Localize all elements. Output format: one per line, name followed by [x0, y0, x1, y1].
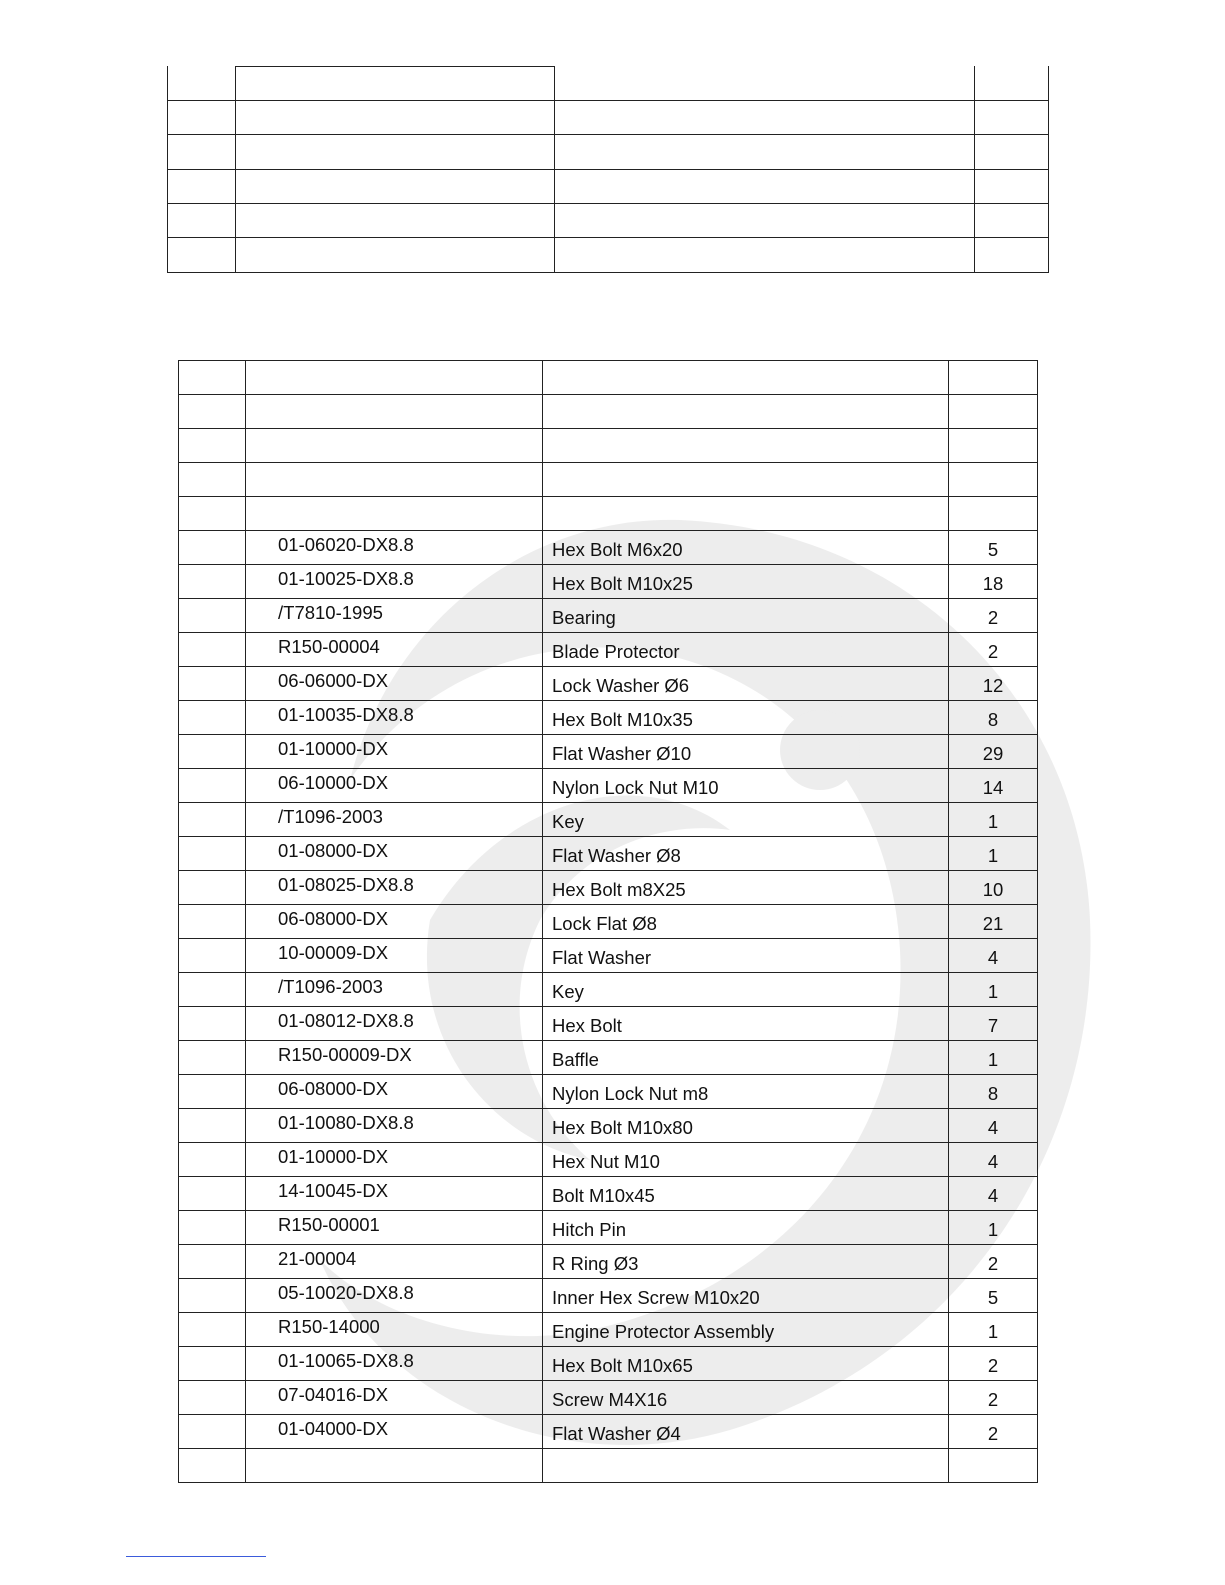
row-number-cell: [179, 701, 246, 735]
quantity-cell: 18: [949, 567, 1038, 601]
table-row: [179, 735, 1038, 769]
row-number-cell: [179, 1075, 246, 1109]
table-row: [179, 1347, 1038, 1381]
table-row: [179, 701, 1038, 735]
part-code-cell: R150-00009-DX: [246, 1038, 543, 1072]
table-row: [179, 1177, 1038, 1211]
part-code-cell: 06-08000-DX: [246, 902, 543, 936]
table-row: [179, 939, 1038, 973]
row-number-cell: [179, 1245, 246, 1279]
quantity-cell: 4: [949, 1111, 1038, 1145]
row-number-cell: [179, 1007, 246, 1041]
part-code-cell: /T1096-2003: [246, 800, 543, 834]
part-code-cell: 01-10065-DX8.8: [246, 1344, 543, 1378]
row-number-cell: [179, 1313, 246, 1347]
row-number-cell: [179, 1347, 246, 1381]
description-cell: [543, 499, 949, 533]
quantity-cell: 2: [949, 1349, 1038, 1383]
part-code-cell: [246, 358, 543, 392]
part-code-cell: 05-10020-DX8.8: [246, 1276, 543, 1310]
quantity-cell: 2: [949, 635, 1038, 669]
quantity-cell: 1: [949, 1213, 1038, 1247]
quantity-cell: 10: [949, 873, 1038, 907]
table-row: [179, 837, 1038, 871]
table-row: [179, 973, 1038, 1007]
description-cell: Lock Flat Ø8: [543, 907, 949, 941]
quantity-cell: 4: [949, 1179, 1038, 1213]
description-cell: R Ring Ø3: [543, 1247, 949, 1281]
part-code-cell: 14-10045-DX: [246, 1174, 543, 1208]
quantity-cell: [949, 1451, 1038, 1485]
row-number-cell: [179, 735, 246, 769]
part-code-cell: 10-00009-DX: [246, 936, 543, 970]
part-code-cell: 01-08012-DX8.8: [246, 1004, 543, 1038]
table-row: [179, 565, 1038, 599]
description-cell: Hex Nut M10: [543, 1145, 949, 1179]
row-number-cell: [179, 497, 246, 531]
part-code-cell: [246, 392, 543, 426]
parts-table: [178, 360, 1038, 1483]
table-row: [179, 1143, 1038, 1177]
description-cell: Flat Washer: [543, 941, 949, 975]
quantity-cell: 4: [949, 1145, 1038, 1179]
part-code-cell: 01-10035-DX8.8: [246, 698, 543, 732]
part-code-cell: 01-10000-DX: [246, 732, 543, 766]
description-cell: Bolt M10x45: [543, 1179, 949, 1213]
part-code-cell: [246, 1446, 543, 1480]
description-cell: Hitch Pin: [543, 1213, 949, 1247]
row-number-cell: [179, 1109, 246, 1143]
table-row: [179, 1109, 1038, 1143]
top-table: [167, 66, 1049, 273]
quantity-cell: 5: [949, 533, 1038, 567]
quantity-cell: 12: [949, 669, 1038, 703]
row-number-cell: [179, 1041, 246, 1075]
table-row: [179, 871, 1038, 905]
footer-link-underline[interactable]: [126, 1556, 266, 1557]
part-code-cell: 01-08000-DX: [246, 834, 543, 868]
description-cell: Key: [543, 805, 949, 839]
table-row: [179, 803, 1038, 837]
row-number-cell: [179, 939, 246, 973]
quantity-cell: 14: [949, 771, 1038, 805]
row-number-cell: [179, 905, 246, 939]
part-code-cell: R150-14000: [246, 1310, 543, 1344]
quantity-cell: 1: [949, 805, 1038, 839]
quantity-cell: 1: [949, 1043, 1038, 1077]
table-row: [179, 1007, 1038, 1041]
part-code-cell: 01-10080-DX8.8: [246, 1106, 543, 1140]
description-cell: Hex Bolt: [543, 1009, 949, 1043]
row-number-cell: [179, 769, 246, 803]
table-row: [179, 667, 1038, 701]
part-code-cell: 01-04000-DX: [246, 1412, 543, 1446]
part-code-cell: 06-10000-DX: [246, 766, 543, 800]
table-row: [179, 1415, 1038, 1449]
description-cell: Bearing: [543, 601, 949, 635]
part-code-cell: /T1096-2003: [246, 970, 543, 1004]
quantity-cell: 1: [949, 839, 1038, 873]
row-number-cell: [179, 1143, 246, 1177]
description-cell: Nylon Lock Nut m8: [543, 1077, 949, 1111]
table-row: [179, 1449, 1038, 1483]
quantity-cell: 2: [949, 1383, 1038, 1417]
quantity-cell: [949, 499, 1038, 533]
table-row: [179, 429, 1038, 463]
row-number-cell: [179, 837, 246, 871]
description-cell: Engine Protector Assembly: [543, 1315, 949, 1349]
part-code-cell: 01-10000-DX: [246, 1140, 543, 1174]
description-cell: [543, 431, 949, 465]
table-row: [179, 905, 1038, 939]
description-cell: [543, 1451, 949, 1485]
description-cell: Hex Bolt M10x65: [543, 1349, 949, 1383]
quantity-cell: 1: [949, 975, 1038, 1009]
quantity-cell: 5: [949, 1281, 1038, 1315]
description-cell: Hex Bolt M10x35: [543, 703, 949, 737]
description-cell: Flat Washer Ø4: [543, 1417, 949, 1451]
row-number-cell: [179, 1177, 246, 1211]
description-cell: Inner Hex Screw M10x20: [543, 1281, 949, 1315]
part-code-cell: R150-00001: [246, 1208, 543, 1242]
description-cell: Baffle: [543, 1043, 949, 1077]
part-code-cell: 21-00004: [246, 1242, 543, 1276]
quantity-cell: [949, 465, 1038, 499]
description-cell: Hex Bolt M6x20: [543, 533, 949, 567]
row-number-cell: [179, 1211, 246, 1245]
description-cell: Flat Washer Ø10: [543, 737, 949, 771]
quantity-cell: 2: [949, 601, 1038, 635]
quantity-cell: [949, 363, 1038, 397]
row-number-cell: [179, 1381, 246, 1415]
description-cell: Hex Bolt M10x25: [543, 567, 949, 601]
description-cell: Hex Bolt m8X25: [543, 873, 949, 907]
quantity-cell: 1: [949, 1315, 1038, 1349]
row-number-cell: [179, 1449, 246, 1483]
row-number-cell: [179, 565, 246, 599]
part-code-cell: 06-08000-DX: [246, 1072, 543, 1106]
part-code-cell: 01-06020-DX8.8: [246, 528, 543, 562]
table-row: [179, 1381, 1038, 1415]
row-number-cell: [179, 1279, 246, 1313]
table-row: [179, 531, 1038, 565]
table-row: [179, 1313, 1038, 1347]
table-row: [179, 395, 1038, 429]
quantity-cell: 7: [949, 1009, 1038, 1043]
part-code-cell: [246, 426, 543, 460]
table-row: [179, 1075, 1038, 1109]
description-cell: [543, 397, 949, 431]
description-cell: Nylon Lock Nut M10: [543, 771, 949, 805]
quantity-cell: 4: [949, 941, 1038, 975]
table-row: [179, 463, 1038, 497]
table-row: [179, 599, 1038, 633]
description-cell: Lock Washer Ø6: [543, 669, 949, 703]
description-cell: Hex Bolt M10x80: [543, 1111, 949, 1145]
description-cell: Flat Washer Ø8: [543, 839, 949, 873]
row-number-cell: [179, 633, 246, 667]
row-number-cell: [179, 599, 246, 633]
quantity-cell: 21: [949, 907, 1038, 941]
quantity-cell: [949, 397, 1038, 431]
table-row: [179, 1279, 1038, 1313]
table-row: [179, 497, 1038, 531]
row-number-cell: [179, 667, 246, 701]
table-row: [179, 633, 1038, 667]
table-row: [179, 361, 1038, 395]
table-row: [179, 1245, 1038, 1279]
row-number-cell: [179, 429, 246, 463]
quantity-cell: 8: [949, 1077, 1038, 1111]
part-code-cell: 07-04016-DX: [246, 1378, 543, 1412]
row-number-cell: [179, 361, 246, 395]
part-code-cell: 01-10025-DX8.8: [246, 562, 543, 596]
row-number-cell: [179, 395, 246, 429]
table-row: [179, 1041, 1038, 1075]
part-code-cell: R150-00004: [246, 630, 543, 664]
row-number-cell: [179, 871, 246, 905]
quantity-cell: [949, 431, 1038, 465]
part-code-cell: [246, 494, 543, 528]
part-code-cell: 06-06000-DX: [246, 664, 543, 698]
quantity-cell: 2: [949, 1417, 1038, 1451]
description-cell: [543, 465, 949, 499]
row-number-cell: [179, 1415, 246, 1449]
table-row: [179, 769, 1038, 803]
quantity-cell: 29: [949, 737, 1038, 771]
description-cell: Screw M4X16: [543, 1383, 949, 1417]
quantity-cell: 2: [949, 1247, 1038, 1281]
table-row: [179, 1211, 1038, 1245]
row-number-cell: [179, 531, 246, 565]
quantity-cell: 8: [949, 703, 1038, 737]
row-number-cell: [179, 463, 246, 497]
description-cell: Key: [543, 975, 949, 1009]
row-number-cell: [179, 803, 246, 837]
part-code-cell: 01-08025-DX8.8: [246, 868, 543, 902]
row-number-cell: [179, 973, 246, 1007]
part-code-cell: /T7810-1995: [246, 596, 543, 630]
description-cell: [543, 363, 949, 397]
description-cell: Blade Protector: [543, 635, 949, 669]
part-code-cell: [246, 460, 543, 494]
